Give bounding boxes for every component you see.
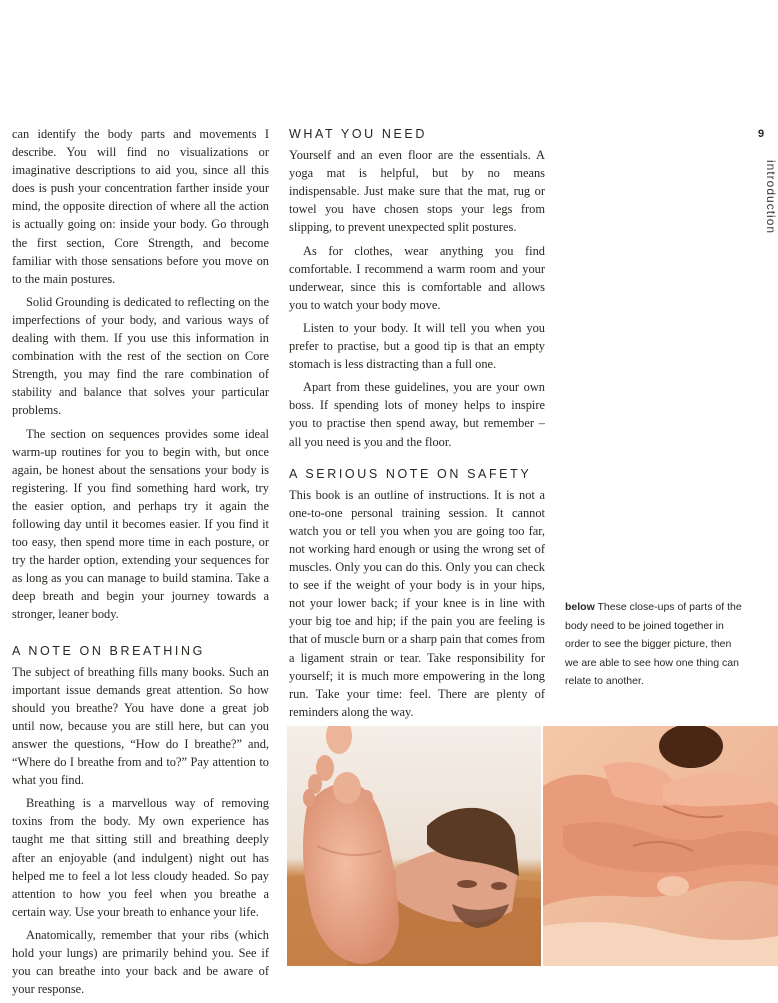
caption-lead: below xyxy=(565,601,595,613)
left-column xyxy=(12,125,269,1003)
safety-heading: A SERIOUS NOTE ON SAFETY xyxy=(289,466,532,481)
body-paragraph: Listen to your body. It will tell you when you prefer to practise, but a good tip is that an empty stomach is less distracting than a full one. xyxy=(289,320,545,372)
body-paragraph: can identify the body parts and movements I describe. You will find no visualizations or imaginative descriptions to aid you, since all this does is push your concentration farther inside your mind, the opposite direction of where all the action is actually going on: inside your body. Go through the first section, Core Strength, and become familiar with those sensations before you move on to the main postures. xyxy=(12,127,269,286)
body-paragraph: Yourself and an even floor are the essentials. A yoga mat is helpful, but by no means indispensable. Just make sure that the mat, rug or towel you have chosen stops your legs from slipping, to prevent unexpected split postures. xyxy=(289,148,545,235)
breathing-heading: A NOTE ON BREATHING xyxy=(12,643,205,658)
foot-and-face-illustration xyxy=(287,726,541,966)
hands-photo xyxy=(543,726,778,966)
what-you-need-heading: WHAT YOU NEED xyxy=(289,127,427,141)
body-paragraph: Anatomically, remember that your ribs (which hold your lungs) are primarily behind you. See if you can breathe into your back and be aware of your response. xyxy=(12,927,269,997)
page-number: 9 xyxy=(758,128,765,140)
middle-column xyxy=(289,125,545,726)
foot-and-face-photo xyxy=(287,726,541,966)
body-paragraph: The section on sequences provides some ideal warm-up routines for you to begin with, but once again, be honest about the sensations your body is registering. If you find something hard work, try the easier option, and perhaps try it again the following day until it becomes easier. If you find it too easy, then spend more time in each posture, or try the harder option, extending your sequences for as long as you can manage to build stamina. Take a deep breath and begin your journey towards a stronger, leaner body. xyxy=(12,426,269,622)
section-label: introduction xyxy=(764,160,778,235)
photo-caption xyxy=(565,598,745,691)
hands-illustration xyxy=(543,726,778,966)
body-paragraph: The subject of breathing fills many books. Such an important issue demands great attention. So how should you breathe? You have done a great job until now, because you are still here, but can you answer the questions, “How do I breathe?” and, “Where do I breathe from and to?” Pay attention to what you find. xyxy=(12,664,269,788)
body-paragraph: Solid Grounding is dedicated to reflecting on the imperfections of your body, and various ways of dealing with them. If you use this information in combination with the rest of the section on Core Strength, you may find the rare combination of stability and balance that solves your particular problems. xyxy=(12,294,269,418)
caption-text: These close-ups of parts of the body need to be joined together in order to see the bigger picture, then we are able to see how one thing can relate to another. xyxy=(565,601,742,688)
body-paragraph: Breathing is a marvellous way of removing toxins from the body. My own experience has taught me that sitting still and breathing deeply after an enjoyable (and indulgent) night out has helped me to feel a lot less cloudy headed. So pay attention to how you feel when you breathe a certain way. Use your breath to enhance your life. xyxy=(12,796,269,919)
body-paragraph: Apart from these guidelines, you are your own boss. If spending lots of money helps to inspire you to practise then spend away, but remember – all you need is you and the floor. xyxy=(289,380,545,449)
body-paragraph: This book is an outline of instructions. It is not a one-to-one personal training session. It cannot watch you or tell you when you are going too far, not working hard enough or using the wrong set of muscles. Only you can do this. Only you can check to see if the weight of your body is in your hips, not your lower back; if your knee is in line with your big toe and hip; if the pain you are feeling is that of muscle burn or a sharp pain that comes from a ligament strain or tear. Take responsibility for yourself; it is much more empowering in the long run. Take your time: feel. There are plenty of reminders along the way. xyxy=(289,487,545,719)
body-paragraph: As for clothes, wear anything you find comfortable. I recommend a warm room and your underwear, since this is comfortable and allows you to watch your body move. xyxy=(289,243,545,312)
